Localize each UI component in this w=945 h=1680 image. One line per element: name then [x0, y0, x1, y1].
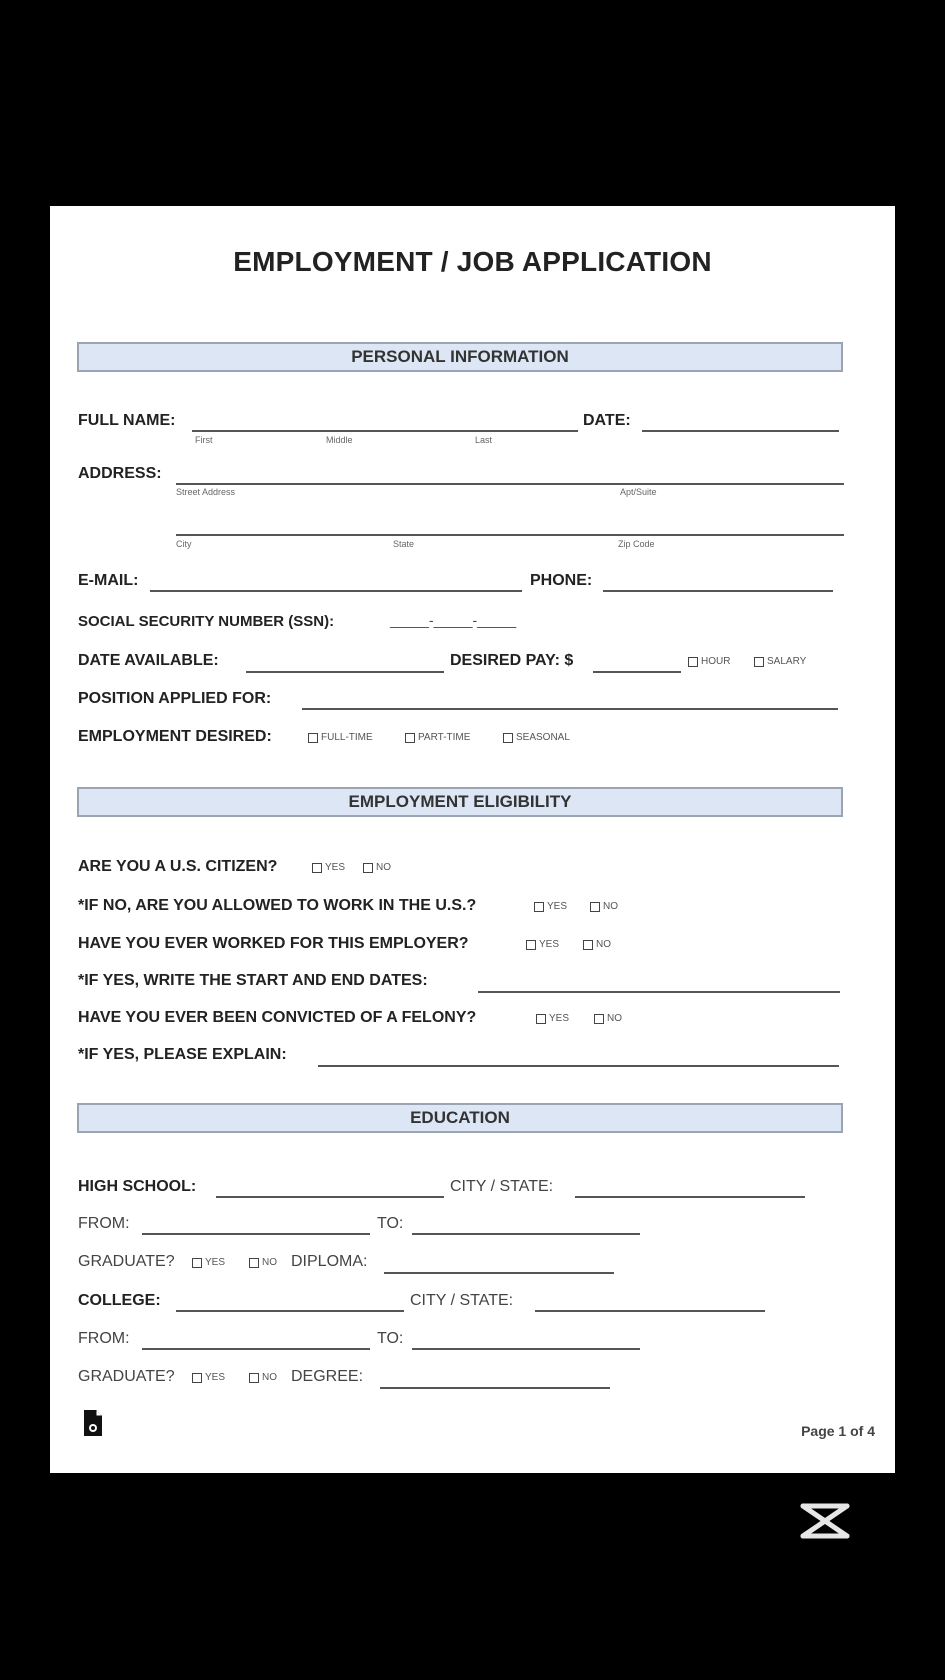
city-sublabel: City: [176, 539, 192, 549]
hs-from-label: FROM:: [78, 1215, 130, 1232]
page-number: Page 1 of 4: [801, 1423, 875, 1439]
desired-pay-label: DESIRED PAY: $: [450, 652, 574, 669]
allowed-yes-option[interactable]: [534, 901, 567, 912]
citizen-no-option[interactable]: [363, 862, 391, 873]
allowed-yes-checkbox[interactable]: [534, 902, 544, 912]
seasonal-option[interactable]: [503, 732, 570, 743]
date-label: DATE:: [583, 412, 631, 429]
capcut-watermark-icon: [798, 1500, 852, 1542]
diploma-label: DIPLOMA:: [291, 1253, 368, 1270]
hs-graduate-no-option[interactable]: [249, 1257, 277, 1268]
middle-sublabel: Middle: [326, 435, 353, 445]
allowed-no-option[interactable]: [590, 901, 618, 912]
college-graduate-no-checkbox[interactable]: [249, 1373, 259, 1383]
worked-question: HAVE YOU EVER WORKED FOR THIS EMPLOYER?: [78, 935, 469, 952]
dates-question: *IF YES, WRITE THE START AND END DATES:: [78, 972, 428, 989]
explain-field[interactable]: [318, 1065, 839, 1067]
apt-sublabel: Apt/Suite: [620, 487, 657, 497]
first-sublabel: First: [195, 435, 213, 445]
full-name-label: FULL NAME:: [78, 412, 176, 429]
state-sublabel: State: [393, 539, 415, 549]
felony-yes-label: YES: [549, 1013, 570, 1024]
allowed-no-label: NO: [603, 901, 618, 912]
felony-no-label: NO: [607, 1013, 622, 1024]
felony-question: HAVE YOU EVER BEEN CONVICTED OF A FELONY?: [78, 1009, 477, 1026]
college-graduate-yes-label: YES: [205, 1372, 226, 1383]
hs-graduate-yes-checkbox[interactable]: [192, 1258, 202, 1268]
full-time-option-label: FULL-TIME: [321, 732, 373, 743]
citizen-yes-checkbox[interactable]: [312, 863, 322, 873]
position-label: POSITION APPLIED FOR:: [78, 690, 272, 707]
college-from-field[interactable]: [142, 1348, 370, 1350]
full-time-option[interactable]: [308, 732, 373, 743]
degree-field[interactable]: [380, 1387, 610, 1389]
worked-yes-label: YES: [539, 939, 560, 950]
street-address-field[interactable]: [176, 483, 844, 485]
phone-field[interactable]: [603, 590, 833, 592]
salary-checkbox[interactable]: [754, 657, 764, 667]
allowed-yes-label: YES: [547, 901, 568, 912]
date-available-field[interactable]: [246, 671, 444, 673]
citizen-question: ARE YOU A U.S. CITIZEN?: [78, 858, 278, 875]
hs-to-field[interactable]: [412, 1233, 640, 1235]
city-state-zip-field[interactable]: [176, 534, 844, 536]
hs-to-label: TO:: [377, 1215, 404, 1232]
college-to-field[interactable]: [412, 1348, 640, 1350]
citizen-no-label: NO: [376, 862, 391, 873]
worked-yes-option[interactable]: [526, 939, 559, 950]
felony-yes-checkbox[interactable]: [536, 1014, 546, 1024]
full-name-field[interactable]: [192, 430, 578, 432]
worked-no-checkbox[interactable]: [583, 940, 593, 950]
felony-no-option[interactable]: [594, 1013, 622, 1024]
worked-no-label: NO: [596, 939, 611, 950]
citizen-no-checkbox[interactable]: [363, 863, 373, 873]
part-time-option-label: PART-TIME: [418, 732, 471, 743]
college-graduate-no-label: NO: [262, 1372, 277, 1383]
last-sublabel: Last: [475, 435, 493, 445]
section-personal-information: PERSONAL INFORMATION: [77, 342, 843, 372]
email-field[interactable]: [150, 590, 522, 592]
hour-option[interactable]: [688, 656, 730, 667]
employment-desired-label: EMPLOYMENT DESIRED:: [78, 728, 272, 745]
full-time-checkbox[interactable]: [308, 733, 318, 743]
desired-pay-field[interactable]: [593, 671, 681, 673]
college-graduate-label: GRADUATE?: [78, 1368, 175, 1385]
hour-checkbox[interactable]: [688, 657, 698, 667]
date-available-label: DATE AVAILABLE:: [78, 652, 219, 669]
part-time-option[interactable]: [405, 732, 470, 743]
college-graduate-yes-checkbox[interactable]: [192, 1373, 202, 1383]
high-school-field[interactable]: [216, 1196, 444, 1198]
hs-from-field[interactable]: [142, 1233, 370, 1235]
part-time-checkbox[interactable]: [405, 733, 415, 743]
ssn-label: SOCIAL SECURITY NUMBER (SSN):: [78, 613, 335, 630]
zip-sublabel: Zip Code: [618, 539, 655, 549]
allowed-question: *IF NO, ARE YOU ALLOWED TO WORK IN THE U.S.?: [78, 897, 477, 914]
phone-label: PHONE:: [530, 572, 593, 589]
college-from-label: FROM:: [78, 1330, 130, 1347]
seasonal-checkbox[interactable]: [503, 733, 513, 743]
college-graduate-no-option[interactable]: [249, 1372, 277, 1383]
hs-graduate-no-checkbox[interactable]: [249, 1258, 259, 1268]
date-field[interactable]: [642, 430, 839, 432]
address-label: ADDRESS:: [78, 465, 162, 482]
citizen-yes-label: YES: [325, 862, 346, 873]
felony-no-checkbox[interactable]: [594, 1014, 604, 1024]
ssn-field[interactable]: _____-_____-_____: [390, 612, 517, 628]
citizen-yes-option[interactable]: [312, 862, 345, 873]
high-school-label: HIGH SCHOOL:: [78, 1178, 197, 1195]
salary-option[interactable]: [754, 656, 806, 667]
section-employment-eligibility: EMPLOYMENT ELIGIBILITY: [77, 787, 843, 817]
seasonal-option-label: SEASONAL: [516, 732, 570, 743]
hs-graduate-yes-option[interactable]: [192, 1257, 225, 1268]
position-field[interactable]: [302, 708, 838, 710]
explain-question: *IF YES, PLEASE EXPLAIN:: [78, 1046, 287, 1063]
hs-graduate-label: GRADUATE?: [78, 1253, 175, 1270]
degree-label: DEGREE:: [291, 1368, 364, 1385]
salary-option-label: SALARY: [767, 656, 807, 667]
college-label: COLLEGE:: [78, 1292, 161, 1309]
document-logo-icon: [83, 1409, 103, 1437]
diploma-field[interactable]: [384, 1272, 614, 1274]
felony-yes-option[interactable]: [536, 1013, 569, 1024]
college-to-label: TO:: [377, 1330, 404, 1347]
college-city-state-label: CITY / STATE:: [410, 1292, 514, 1309]
street-sublabel: Street Address: [176, 487, 236, 497]
section-education: EDUCATION: [77, 1103, 843, 1133]
hour-option-label: HOUR: [701, 656, 731, 667]
college-field[interactable]: [176, 1310, 404, 1312]
hs-graduate-yes-label: YES: [205, 1257, 226, 1268]
hs-graduate-no-label: NO: [262, 1257, 277, 1268]
dates-field[interactable]: [478, 991, 840, 993]
worked-no-option[interactable]: [583, 939, 611, 950]
college-graduate-yes-option[interactable]: [192, 1372, 225, 1383]
worked-yes-checkbox[interactable]: [526, 940, 536, 950]
document-title: EMPLOYMENT / JOB APPLICATION: [233, 246, 712, 277]
college-city-state-field[interactable]: [535, 1310, 765, 1312]
hs-city-state-label: CITY / STATE:: [450, 1178, 554, 1195]
email-label: E-MAIL:: [78, 572, 139, 589]
allowed-no-checkbox[interactable]: [590, 902, 600, 912]
document-page: [50, 206, 895, 1473]
hs-city-state-field[interactable]: [575, 1196, 805, 1198]
